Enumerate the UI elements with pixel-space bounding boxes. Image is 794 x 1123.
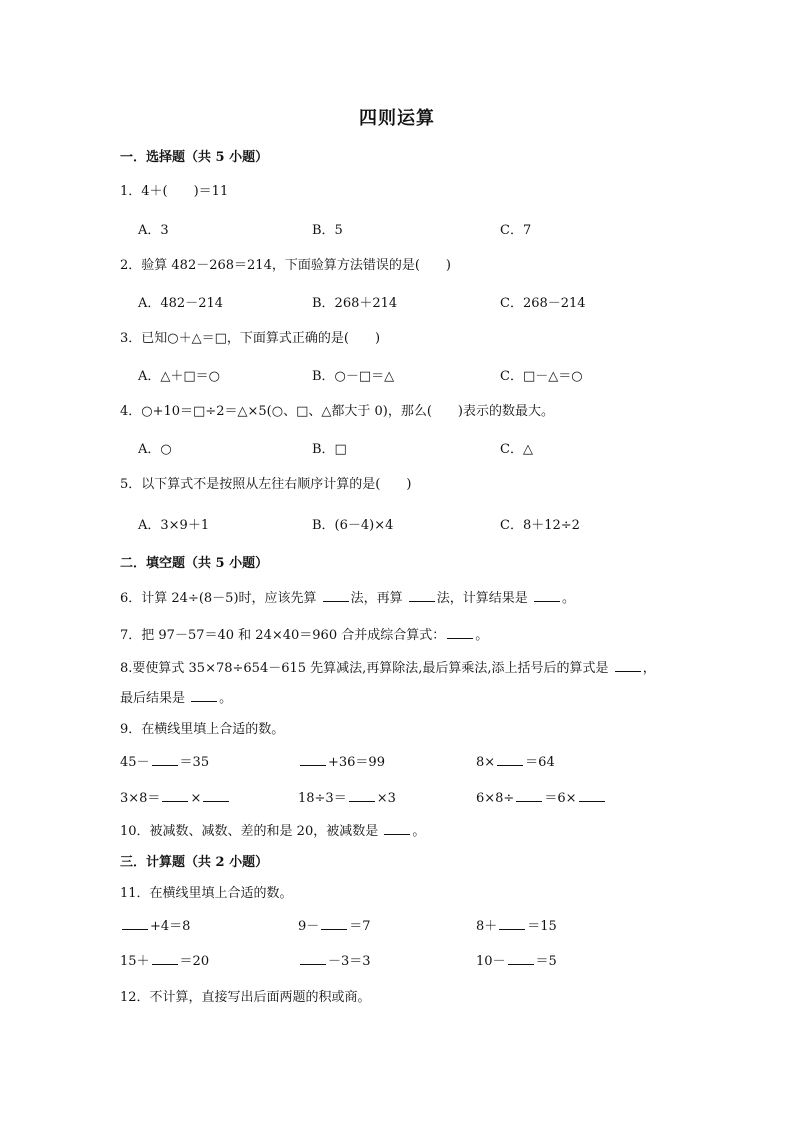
option-a[interactable]: A．3 [138, 223, 169, 238]
q9-item-1 [120, 751, 209, 770]
question-7-text-1: 7．把 97－57＝40 和 24×40＝960 合并成综合算式： [120, 628, 446, 643]
expr-part: ＝7 [349, 919, 371, 934]
answer-blank[interactable] [152, 753, 178, 766]
answer-blank[interactable] [203, 789, 229, 802]
expr-part: ＝20 [179, 954, 210, 969]
q9-item-3 [476, 751, 555, 770]
expr-part: +36＝99 [328, 755, 385, 770]
question-3-options [138, 365, 698, 383]
answer-blank[interactable] [321, 917, 347, 930]
option-c[interactable]: C．△ [500, 442, 533, 457]
question-8-text-2: ， [642, 661, 656, 676]
expr-part: × [190, 791, 202, 806]
question-1-options [138, 219, 698, 237]
answer-blank[interactable] [499, 917, 525, 930]
expr-part: 8＋ [476, 919, 498, 934]
expr-part: 6×8÷ [476, 791, 515, 806]
question-8-text-3: 最后结果是 [120, 691, 190, 706]
expr-part: 3×8＝ [120, 791, 161, 806]
option-c[interactable]: C．□－△＝○ [500, 369, 583, 384]
question-2: 2．验算 482－268＝214，下面验算方法错误的是( ) [120, 258, 451, 273]
q11-item-5 [298, 950, 371, 969]
option-a[interactable]: A．△＋□＝○ [138, 369, 221, 384]
answer-blank[interactable] [323, 589, 349, 602]
q9-item-5 [298, 787, 396, 806]
option-a[interactable]: A．○ [138, 442, 172, 457]
answer-blank[interactable] [300, 753, 326, 766]
option-b[interactable]: B．5 [312, 223, 343, 238]
q11-item-1 [120, 915, 190, 934]
question-10-text-2: 。 [412, 824, 426, 839]
question-6-text-1: 6．计算 24÷(8－5)时，应该先算 [120, 591, 321, 606]
question-8-text-4: 。 [219, 691, 233, 706]
option-b[interactable]: B．□ [312, 442, 347, 457]
expr-part: 18÷3＝ [298, 791, 347, 806]
expr-part: 15＋ [120, 954, 150, 969]
answer-blank[interactable] [122, 917, 148, 930]
answer-blank[interactable] [409, 589, 435, 602]
question-6-text-4: 。 [561, 591, 575, 606]
page-title: 四则运算 [359, 108, 435, 129]
answer-blank[interactable] [516, 789, 542, 802]
answer-blank[interactable] [579, 789, 605, 802]
expr-part: ＝64 [525, 755, 555, 770]
question-8 [120, 657, 656, 676]
section-heading-calc: 三．计算题（共 2 小题） [120, 855, 269, 870]
question-10 [120, 820, 425, 839]
answer-blank[interactable] [162, 789, 188, 802]
q11-item-6 [476, 950, 557, 969]
q11-item-3 [476, 915, 557, 934]
answer-blank[interactable] [534, 589, 560, 602]
option-b[interactable]: B．268＋214 [312, 296, 398, 311]
expr-part: ×3 [376, 791, 396, 806]
question-8-text-1: 8.要使算式 35×78÷654－615 先算减法,再算除法,最后算乘法,添上括号后的算式是 [120, 661, 613, 676]
question-5-options [138, 514, 698, 532]
expr-part: ＝6× [544, 791, 577, 806]
q9-item-2 [298, 751, 385, 770]
question-6 [120, 587, 575, 606]
option-a[interactable]: A．3×9＋1 [138, 518, 210, 533]
q11-item-2 [298, 915, 371, 934]
expr-part: 8× [476, 755, 496, 770]
expr-part: +4＝8 [150, 919, 191, 934]
answer-blank[interactable] [615, 659, 641, 672]
answer-blank[interactable] [152, 952, 178, 965]
question-6-text-3: 法，计算结果是 [436, 591, 532, 606]
question-10-text-1: 10．被减数、减数、差的和是 20，被减数是 [120, 824, 383, 839]
answer-blank[interactable] [508, 952, 534, 965]
option-c[interactable]: C．7 [500, 223, 532, 238]
answer-blank[interactable] [497, 753, 523, 766]
answer-blank[interactable] [447, 626, 473, 639]
answer-blank[interactable] [384, 822, 410, 835]
question-7 [120, 624, 488, 643]
question-4-options [138, 438, 698, 456]
expr-part: －3＝3 [328, 954, 371, 969]
question-7-text-2: 。 [475, 628, 489, 643]
question-8-continued [120, 687, 232, 706]
section-heading-choice: 一．选择题（共 5 小题） [120, 150, 269, 165]
question-5: 5．以下算式不是按照从左往右顺序计算的是( ) [120, 477, 412, 492]
q11-item-4 [120, 950, 209, 969]
expr-part: 9－ [298, 919, 320, 934]
option-b[interactable]: B．(6－4)×4 [312, 518, 394, 533]
q9-item-6 [476, 787, 607, 806]
question-1: 1．4＋( )＝11 [120, 184, 229, 199]
expr-part: ＝15 [527, 919, 557, 934]
question-11: 11．在横线里填上合适的数。 [120, 886, 293, 901]
question-6-text-2: 法，再算 [350, 591, 407, 606]
answer-blank[interactable] [300, 952, 326, 965]
answer-blank[interactable] [349, 789, 375, 802]
question-2-options [138, 292, 698, 310]
option-c[interactable]: C．268－214 [500, 296, 586, 311]
answer-blank[interactable] [191, 689, 217, 702]
q9-item-4 [120, 787, 231, 806]
expr-part: ＝35 [179, 755, 210, 770]
option-a[interactable]: A．482－214 [138, 296, 224, 311]
question-4: 4．○+10＝□÷2＝△×5(○、□、△都大于 0)，那么( )表示的数最大。 [120, 404, 554, 419]
option-b[interactable]: B．○－□＝△ [312, 369, 395, 384]
expr-part: 45－ [120, 755, 150, 770]
option-c[interactable]: C．8＋12÷2 [500, 518, 580, 533]
section-heading-fill: 二．填空题（共 5 小题） [120, 556, 269, 571]
question-12: 12．不计算，直接写出后面两题的积或商。 [120, 990, 371, 1005]
expr-part: ＝5 [535, 954, 557, 969]
question-3: 3．已知○＋△＝□，下面算式正确的是( ) [120, 331, 381, 346]
question-9: 9．在横线里填上合适的数。 [120, 722, 285, 737]
expr-part: 10－ [476, 954, 506, 969]
